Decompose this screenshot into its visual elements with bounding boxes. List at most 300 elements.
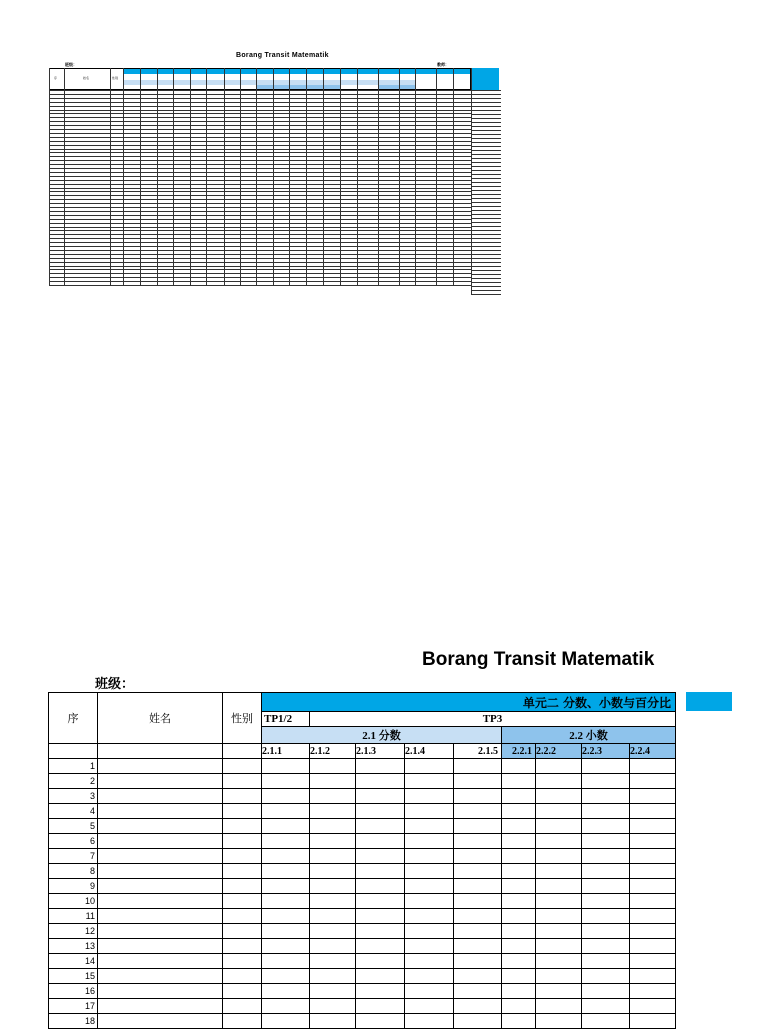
score-cell[interactable] — [536, 774, 582, 789]
overview-side-line — [471, 118, 501, 119]
name-cell[interactable] — [98, 849, 223, 864]
score-cell[interactable] — [356, 879, 405, 894]
overview-row-line — [49, 219, 471, 220]
score-cell[interactable] — [262, 774, 310, 789]
score-cell[interactable] — [454, 849, 502, 864]
name-cell[interactable] — [98, 774, 223, 789]
score-cell[interactable] — [630, 774, 676, 789]
score-cell[interactable] — [454, 924, 502, 939]
score-cell[interactable] — [310, 924, 356, 939]
score-cell[interactable] — [630, 864, 676, 879]
subtopic-2-1-4: 2.1.4 — [405, 744, 454, 759]
score-cell[interactable] — [630, 819, 676, 834]
no-header: 序 — [49, 693, 98, 744]
gender-cell[interactable] — [223, 789, 262, 804]
name-cell[interactable] — [98, 879, 223, 894]
score-cell[interactable] — [262, 804, 310, 819]
overview-side-line — [471, 154, 501, 155]
row-number: 6 — [49, 834, 98, 849]
name-cell[interactable] — [98, 819, 223, 834]
score-cell[interactable] — [310, 969, 356, 984]
score-cell[interactable] — [630, 924, 676, 939]
score-cell[interactable] — [262, 954, 310, 969]
score-cell[interactable] — [536, 1014, 582, 1029]
score-cell[interactable] — [356, 894, 405, 909]
score-cell[interactable] — [630, 804, 676, 819]
overview-side-line — [471, 198, 501, 199]
overview-row-line — [49, 199, 471, 200]
overview-col-line — [357, 68, 358, 286]
score-cell[interactable] — [262, 924, 310, 939]
score-cell[interactable] — [454, 759, 502, 774]
name-cell[interactable] — [98, 804, 223, 819]
score-cell[interactable] — [454, 1014, 502, 1029]
score-cell[interactable] — [310, 954, 356, 969]
score-cell[interactable] — [356, 834, 405, 849]
score-cell[interactable] — [454, 954, 502, 969]
overview-col-line — [110, 68, 111, 286]
overview-side-line — [471, 150, 501, 151]
score-cell[interactable] — [310, 909, 356, 924]
score-cell[interactable] — [630, 759, 676, 774]
name-cell[interactable] — [98, 984, 223, 999]
name-cell[interactable] — [98, 759, 223, 774]
subtopic-2-2-1: 2.2.1 — [502, 744, 536, 759]
overview-side-line — [471, 238, 501, 239]
score-cell[interactable] — [502, 879, 536, 894]
name-cell[interactable] — [98, 834, 223, 849]
score-cell[interactable] — [405, 819, 454, 834]
score-cell[interactable] — [582, 789, 630, 804]
gender-cell[interactable] — [223, 864, 262, 879]
score-cell[interactable] — [536, 984, 582, 999]
table-row — [49, 1014, 676, 1029]
score-cell[interactable] — [582, 804, 630, 819]
score-cell[interactable] — [405, 804, 454, 819]
gender-cell[interactable] — [223, 804, 262, 819]
score-cell[interactable] — [536, 954, 582, 969]
overview-side-line — [471, 242, 501, 243]
name-cell[interactable] — [98, 939, 223, 954]
overview-side-line — [471, 290, 501, 291]
score-cell[interactable] — [536, 924, 582, 939]
score-cell[interactable] — [405, 939, 454, 954]
score-cell[interactable] — [356, 984, 405, 999]
unit-title: 单元二 分数、小数与百分比 — [262, 693, 676, 712]
score-cell[interactable] — [356, 909, 405, 924]
gender-header: 性别 — [223, 693, 262, 744]
score-cell[interactable] — [262, 864, 310, 879]
section-2-1: 2.1 分数 — [262, 727, 502, 744]
score-cell[interactable] — [356, 759, 405, 774]
score-cell[interactable] — [630, 1014, 676, 1029]
score-cell[interactable] — [262, 969, 310, 984]
score-cell[interactable] — [310, 984, 356, 999]
score-cell[interactable] — [310, 864, 356, 879]
overview-side-line — [471, 250, 501, 251]
score-cell[interactable] — [502, 909, 536, 924]
score-cell[interactable] — [582, 864, 630, 879]
score-cell[interactable] — [582, 939, 630, 954]
score-cell[interactable] — [405, 759, 454, 774]
table-row — [49, 864, 676, 879]
score-cell[interactable] — [502, 894, 536, 909]
table-row — [49, 894, 676, 909]
score-cell[interactable] — [356, 924, 405, 939]
score-cell[interactable] — [310, 804, 356, 819]
form-title: Borang Transit Matematik — [422, 649, 655, 670]
score-cell[interactable] — [502, 834, 536, 849]
score-cell[interactable] — [405, 879, 454, 894]
score-cell[interactable] — [262, 894, 310, 909]
score-cell[interactable] — [310, 834, 356, 849]
score-cell[interactable] — [405, 789, 454, 804]
overview-side-line — [471, 186, 501, 187]
overview-side-line — [471, 218, 501, 219]
score-cell[interactable] — [502, 984, 536, 999]
score-cell[interactable] — [502, 759, 536, 774]
score-cell[interactable] — [502, 1014, 536, 1029]
score-cell[interactable] — [262, 1014, 310, 1029]
subtopic-2-1-5: 2.1.5 — [454, 744, 502, 759]
overview-row-line — [49, 188, 471, 189]
overview-side-line — [471, 130, 501, 131]
score-cell[interactable] — [502, 999, 536, 1014]
overview-row-line — [49, 113, 471, 114]
score-cell[interactable] — [582, 834, 630, 849]
overview-row-line — [49, 266, 471, 267]
score-cell[interactable] — [536, 864, 582, 879]
score-cell[interactable] — [536, 789, 582, 804]
overview-side-line — [471, 106, 501, 107]
score-cell[interactable] — [356, 939, 405, 954]
gender-cell[interactable] — [223, 969, 262, 984]
score-cell[interactable] — [405, 954, 454, 969]
overview-side-line — [471, 202, 501, 203]
score-cell[interactable] — [630, 969, 676, 984]
score-cell[interactable] — [356, 849, 405, 864]
gender-cell[interactable] — [223, 849, 262, 864]
overview-row-line — [49, 117, 471, 118]
score-cell[interactable] — [536, 819, 582, 834]
score-cell[interactable] — [310, 774, 356, 789]
score-cell[interactable] — [582, 1014, 630, 1029]
score-cell[interactable] — [630, 879, 676, 894]
overview-side-line — [471, 146, 501, 147]
gender-cell[interactable] — [223, 999, 262, 1014]
overview-side-line — [471, 230, 501, 231]
score-cell[interactable] — [310, 819, 356, 834]
overview-row-line — [49, 262, 471, 263]
overview-row-line — [49, 246, 471, 247]
section-2-2: 2.2 小数 — [502, 727, 676, 744]
score-cell[interactable] — [630, 984, 676, 999]
score-cell[interactable] — [454, 819, 502, 834]
table-row — [49, 954, 676, 969]
overview-name-header: 姓名 — [83, 76, 90, 80]
gender-cell[interactable] — [223, 774, 262, 789]
table-row — [49, 774, 676, 789]
score-cell[interactable] — [356, 969, 405, 984]
score-cell[interactable] — [454, 774, 502, 789]
gender-cell[interactable] — [223, 954, 262, 969]
score-cell[interactable] — [630, 954, 676, 969]
overview-row-line — [49, 164, 471, 165]
score-cell[interactable] — [630, 789, 676, 804]
overview-row-line — [49, 98, 471, 99]
score-cell[interactable] — [502, 774, 536, 789]
table-row — [49, 984, 676, 999]
gender-cell[interactable] — [223, 939, 262, 954]
name-cell[interactable] — [98, 924, 223, 939]
score-cell[interactable] — [356, 804, 405, 819]
overview-row-line — [49, 281, 471, 282]
score-cell[interactable] — [582, 954, 630, 969]
score-cell[interactable] — [405, 969, 454, 984]
score-cell[interactable] — [536, 834, 582, 849]
row-number: 7 — [49, 849, 98, 864]
overview-note — [532, 152, 732, 156]
overview-col-line — [140, 68, 141, 286]
overview-col-line — [415, 68, 416, 286]
score-cell[interactable] — [356, 864, 405, 879]
score-cell[interactable] — [582, 999, 630, 1014]
score-cell[interactable] — [310, 849, 356, 864]
score-cell[interactable] — [405, 924, 454, 939]
gender-cell[interactable] — [223, 834, 262, 849]
score-cell[interactable] — [502, 939, 536, 954]
name-cell[interactable] — [98, 789, 223, 804]
name-cell[interactable] — [98, 954, 223, 969]
unit-band-overflow — [686, 692, 732, 711]
score-cell[interactable] — [262, 909, 310, 924]
score-cell[interactable] — [310, 999, 356, 1014]
score-cell[interactable] — [454, 834, 502, 849]
overview-col-line — [289, 68, 290, 286]
score-cell[interactable] — [454, 909, 502, 924]
table-row — [49, 789, 676, 804]
score-cell[interactable] — [454, 864, 502, 879]
score-cell[interactable] — [310, 879, 356, 894]
score-cell[interactable] — [536, 969, 582, 984]
overview-side-line — [471, 122, 501, 123]
table-row — [49, 909, 676, 924]
overview-row-line — [49, 250, 471, 251]
name-cell[interactable] — [98, 909, 223, 924]
score-cell[interactable] — [405, 999, 454, 1014]
score-cell[interactable] — [262, 819, 310, 834]
overview-row-line — [49, 242, 471, 243]
score-cell[interactable] — [454, 999, 502, 1014]
score-cell[interactable] — [536, 879, 582, 894]
score-cell[interactable] — [310, 759, 356, 774]
score-cell[interactable] — [536, 939, 582, 954]
score-cell[interactable] — [405, 984, 454, 999]
overview-row-line — [49, 180, 471, 181]
gender-cell[interactable] — [223, 909, 262, 924]
score-cell[interactable] — [536, 804, 582, 819]
overview-row-line — [49, 110, 471, 111]
score-cell[interactable] — [536, 759, 582, 774]
row-number: 15 — [49, 969, 98, 984]
overview-row-line — [49, 168, 471, 169]
score-cell[interactable] — [262, 759, 310, 774]
score-cell[interactable] — [405, 894, 454, 909]
overview-sheet — [0, 0, 768, 300]
score-cell[interactable] — [582, 819, 630, 834]
score-cell[interactable] — [310, 1014, 356, 1029]
overview-side-line — [471, 274, 501, 275]
score-cell[interactable] — [630, 834, 676, 849]
score-cell[interactable] — [405, 834, 454, 849]
score-cell[interactable] — [502, 789, 536, 804]
score-cell[interactable] — [582, 984, 630, 999]
score-cell[interactable] — [502, 969, 536, 984]
score-cell[interactable] — [454, 894, 502, 909]
name-cell[interactable] — [98, 969, 223, 984]
overview-note — [532, 162, 732, 166]
overview-grid — [49, 90, 471, 286]
gender-cell[interactable] — [223, 894, 262, 909]
score-cell[interactable] — [310, 894, 356, 909]
overview-row-line — [49, 172, 471, 173]
overview-col-line — [306, 68, 307, 286]
overview-row-line — [49, 176, 471, 177]
score-cell[interactable] — [454, 789, 502, 804]
score-cell[interactable] — [356, 789, 405, 804]
score-cell[interactable] — [262, 999, 310, 1014]
score-cell[interactable] — [356, 1014, 405, 1029]
score-cell[interactable] — [502, 864, 536, 879]
subtopic-2-1-1: 2.1.1 — [262, 744, 310, 759]
score-cell[interactable] — [536, 849, 582, 864]
score-cell[interactable] — [582, 879, 630, 894]
score-cell[interactable] — [405, 1014, 454, 1029]
score-cell[interactable] — [262, 849, 310, 864]
score-cell[interactable] — [582, 894, 630, 909]
row-number: 11 — [49, 909, 98, 924]
row-number: 13 — [49, 939, 98, 954]
name-cell[interactable] — [98, 864, 223, 879]
score-cell[interactable] — [454, 939, 502, 954]
row-number: 10 — [49, 894, 98, 909]
row-number: 9 — [49, 879, 98, 894]
overview-note — [532, 96, 732, 104]
gender-cell[interactable] — [223, 759, 262, 774]
score-cell[interactable] — [502, 924, 536, 939]
score-cell[interactable] — [582, 909, 630, 924]
score-cell[interactable] — [356, 999, 405, 1014]
overview-row-line — [49, 269, 471, 270]
row-number: 12 — [49, 924, 98, 939]
score-cell[interactable] — [582, 849, 630, 864]
overview-side-line — [471, 226, 501, 227]
score-cell[interactable] — [502, 804, 536, 819]
score-cell[interactable] — [536, 999, 582, 1014]
score-cell[interactable] — [262, 879, 310, 894]
score-cell[interactable] — [454, 969, 502, 984]
level-tp3: TP3 — [310, 712, 676, 727]
score-cell[interactable] — [356, 954, 405, 969]
score-cell[interactable] — [536, 909, 582, 924]
name-cell[interactable] — [98, 894, 223, 909]
gender-cell[interactable] — [223, 924, 262, 939]
score-cell[interactable] — [405, 909, 454, 924]
overview-side-line — [471, 126, 501, 127]
overview-note — [532, 110, 732, 118]
overview-col-line — [453, 68, 454, 286]
overview-note — [532, 124, 732, 136]
table-row — [49, 999, 676, 1014]
score-cell[interactable] — [582, 759, 630, 774]
gender-cell[interactable] — [223, 1014, 262, 1029]
score-cell[interactable] — [582, 969, 630, 984]
name-cell[interactable] — [98, 999, 223, 1014]
score-cell[interactable] — [310, 939, 356, 954]
overview-row-line — [49, 191, 471, 192]
overview-side-line — [471, 222, 501, 223]
overview-side-line — [471, 258, 501, 259]
score-cell[interactable] — [582, 924, 630, 939]
score-cell[interactable] — [405, 849, 454, 864]
score-cell[interactable] — [582, 774, 630, 789]
score-cell[interactable] — [630, 894, 676, 909]
score-cell[interactable] — [502, 819, 536, 834]
overview-side-line — [471, 170, 501, 171]
score-cell[interactable] — [454, 804, 502, 819]
score-cell[interactable] — [356, 774, 405, 789]
score-cell[interactable] — [502, 954, 536, 969]
score-cell[interactable] — [262, 984, 310, 999]
subtopic-2-2-4: 2.2.4 — [630, 744, 676, 759]
score-cell[interactable] — [630, 999, 676, 1014]
gender-cell[interactable] — [223, 879, 262, 894]
row-number: 2 — [49, 774, 98, 789]
score-cell[interactable] — [630, 939, 676, 954]
overview-row-line — [49, 160, 471, 161]
score-cell[interactable] — [405, 864, 454, 879]
score-cell[interactable] — [454, 984, 502, 999]
score-cell[interactable] — [502, 849, 536, 864]
score-cell[interactable] — [454, 879, 502, 894]
overview-row-line — [49, 211, 471, 212]
subtopic-2-2-3: 2.2.3 — [582, 744, 630, 759]
score-cell[interactable] — [630, 909, 676, 924]
score-cell[interactable] — [536, 894, 582, 909]
overview-side-line — [471, 98, 501, 99]
overview-row-line — [49, 258, 471, 259]
score-cell[interactable] — [630, 849, 676, 864]
score-cell[interactable] — [356, 819, 405, 834]
overview-row-line — [49, 125, 471, 126]
gender-cell[interactable] — [223, 984, 262, 999]
score-cell[interactable] — [262, 789, 310, 804]
overview-gender-header: 性别 — [112, 76, 119, 80]
overview-row-line — [49, 223, 471, 224]
overview-side-line — [471, 194, 501, 195]
overview-side-line — [471, 134, 501, 135]
name-cell[interactable] — [98, 1014, 223, 1029]
gender-cell[interactable] — [223, 819, 262, 834]
score-cell[interactable] — [262, 939, 310, 954]
score-cell[interactable] — [405, 774, 454, 789]
overview-row-line — [49, 285, 471, 286]
score-cell[interactable] — [310, 789, 356, 804]
overview-row-line — [49, 230, 471, 231]
overview-side-line — [471, 262, 501, 263]
row-number: 1 — [49, 759, 98, 774]
score-cell[interactable] — [262, 834, 310, 849]
